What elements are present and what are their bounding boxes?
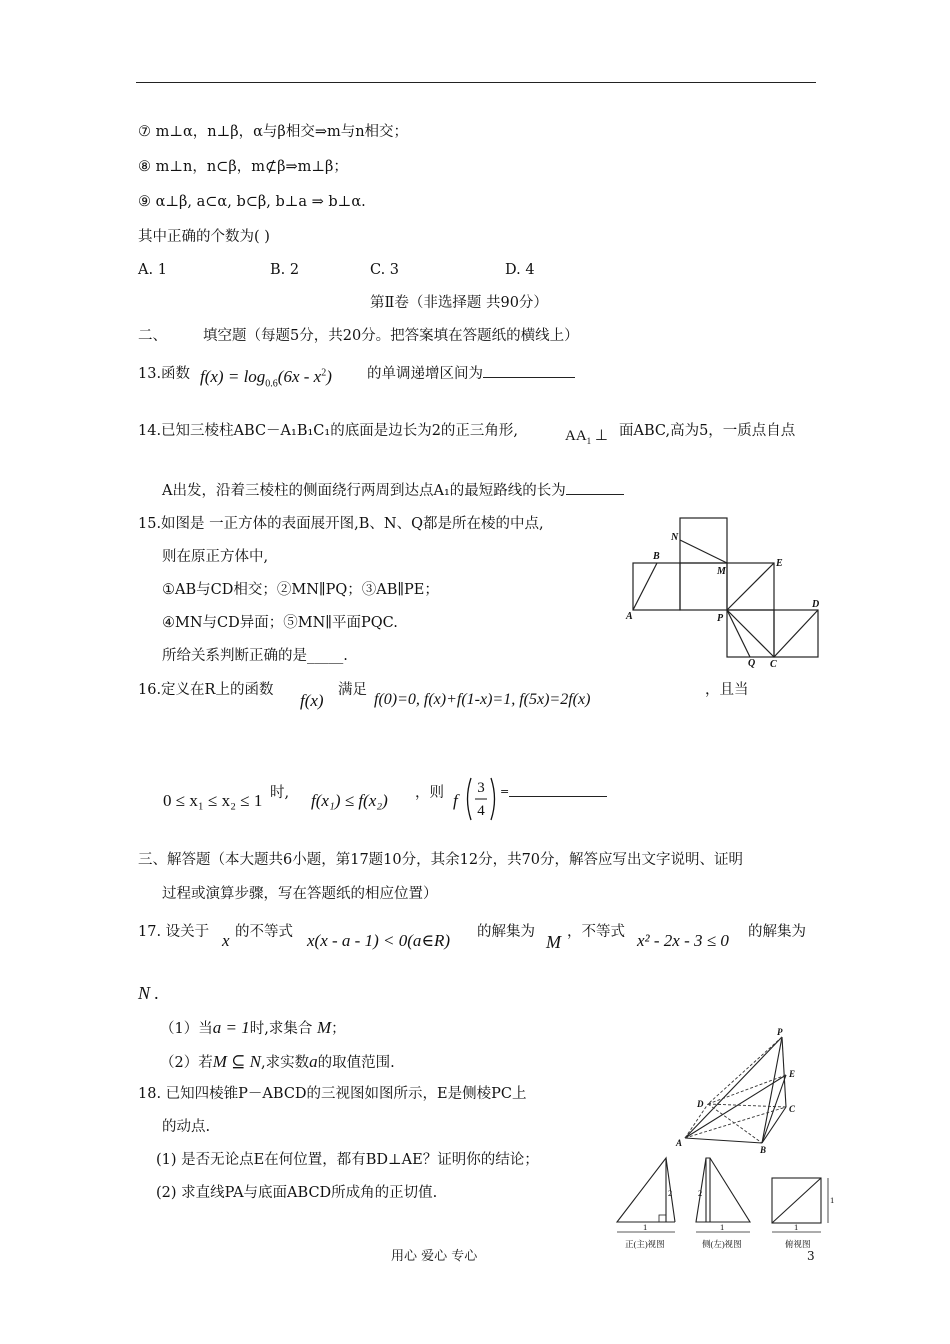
q16-fx: f(x) — [300, 691, 324, 710]
q16-denominator: 4 — [477, 803, 485, 819]
q17-part2-end: 的取值范围. — [317, 1055, 395, 1071]
q16-conditions: f(0)=0, f(x)+f(1-x)=1, f(5x)=2f(x) — [374, 691, 591, 708]
q17-part1-label: （1）当 — [160, 1021, 213, 1037]
q14-line1b: 面ABC,高为5，一质点自点 — [619, 423, 796, 439]
q18-line1: 18. 已知四棱锥P－ABCD的三视图如图所示，E是侧棱PC上 — [138, 1086, 527, 1102]
q16-and-when: ，且当 — [705, 682, 749, 698]
q14-sub: 1 — [586, 436, 592, 446]
q14-aa1 — [565, 429, 608, 446]
net-label-q: Q — [748, 658, 756, 669]
side-view-shape — [696, 1158, 750, 1222]
net-label-n: N — [671, 532, 679, 543]
q13-log-base: 0.6 — [265, 378, 278, 390]
edge-dc — [708, 1104, 786, 1107]
q17-set-n: N . — [138, 983, 160, 1003]
net-edge-ab — [633, 563, 657, 610]
part-two-title: 第Ⅱ卷（非选择题 共90分） — [370, 295, 548, 311]
q16-then: ，则 — [415, 785, 444, 801]
q17-part2-cond: M ⊆ N — [212, 1052, 261, 1071]
q16-f: f — [453, 791, 458, 810]
q17-part2-ask: ,求实数 — [260, 1055, 310, 1071]
side-view-caption: 侧(左)视图 — [702, 1239, 742, 1249]
q15-line3: ①AB与CD相交；②MN∥PQ；③AB∥PE； — [162, 582, 439, 598]
front-dim-1: 1 — [643, 1222, 648, 1232]
q14-line1: 14.已知三棱柱ABC－A₁B₁C₁的底面是边长为2的正三角形, — [138, 423, 519, 439]
section-three-heading-cont: 过程或演算步骤，写在答题纸的相应位置） — [162, 886, 438, 902]
q16-equals: = — [500, 785, 510, 798]
q17-part1 — [160, 1019, 346, 1037]
front-view-triangle — [617, 1158, 666, 1222]
three-views-figure — [610, 1150, 840, 1255]
top-dim-side-1: 1 — [830, 1195, 835, 1205]
pyr-label-b: B — [760, 1145, 767, 1155]
net-face-top — [680, 518, 727, 563]
q16-intro: 16.定义在R上的函数 — [138, 682, 274, 698]
q14-answer-blank[interactable] — [566, 494, 624, 495]
net-edge-dc — [774, 610, 818, 657]
q16-fraction — [463, 776, 499, 822]
q17-part1-m: M — [316, 1018, 332, 1037]
q14-aa: AA — [565, 428, 587, 444]
statement-8: ⑧ m⊥n，n⊂β，m⊄β⇒m⊥β； — [138, 159, 348, 175]
q16-answer-blank[interactable] — [509, 796, 607, 797]
q15-line5: 所给关系判断正确的是_____. — [162, 648, 348, 664]
q15-line4: ④MN与CD异面；⑤MN∥平面PQC. — [162, 615, 398, 631]
q17-part1-cond: a = 1 — [212, 1018, 250, 1037]
front-dim-2: 2 — [668, 1188, 673, 1198]
net-edge-nm — [680, 540, 727, 563]
q17-part1-end: ； — [331, 1021, 346, 1037]
net-label-c: C — [770, 659, 777, 670]
statement-9: ⑨ α⊥β, a⊂α, b⊂β, b⊥a ⇒ b⊥α. — [138, 194, 366, 210]
net-label-e: E — [776, 558, 783, 569]
q16-monotone: f(x₁) ≤ f(x₂) — [311, 791, 388, 810]
pyr-label-c: C — [789, 1104, 796, 1114]
pyr-label-e: E — [789, 1069, 796, 1079]
net-label-d: D — [812, 599, 820, 610]
net-label-m: M — [717, 566, 726, 577]
footer-motto: 用心 爱心 专心 — [391, 1249, 478, 1264]
q18-line2: 的动点. — [162, 1119, 211, 1135]
option-d: D. 4 — [505, 262, 535, 278]
q16-satisfies: 满足 — [338, 682, 367, 698]
q13-question: 的单调递增区间为 — [367, 366, 483, 382]
q17-solution-label-2: 的解集为 — [748, 924, 806, 940]
net-label-a: A — [626, 611, 633, 622]
q13-close: ) — [326, 367, 332, 386]
top-view-diagonal — [772, 1178, 821, 1223]
q18-part1: (1) 是否无论点E在何位置，都有BD⊥AE？证明你的结论； — [156, 1152, 539, 1168]
q13-intro: 13.函数 — [138, 366, 191, 382]
q17-part2-label: （2）若 — [160, 1055, 213, 1071]
q13-log: f(x) = log — [200, 367, 266, 386]
net-edge-pe — [727, 563, 774, 610]
q16-answer — [500, 786, 607, 801]
side-dim-1: 1 — [720, 1222, 725, 1232]
q16-numerator: 3 — [477, 780, 485, 796]
q17-set-m: M — [546, 932, 561, 952]
q17-intro: 17. 设关于 — [138, 924, 210, 940]
q17-inequality: x(x - a - 1) < 0(a∈R) — [307, 931, 450, 950]
q18-part2: (2) 求直线PA与底面ABCD所成角的正切值. — [156, 1185, 438, 1201]
edge-ab — [685, 1138, 762, 1143]
top-dim-1: 1 — [794, 1222, 799, 1232]
q13-arg: (6x - x — [277, 367, 322, 386]
q14-line2 — [162, 484, 624, 499]
pyr-label-a: A — [676, 1138, 683, 1148]
section-two-heading: 填空题（每题5分，共20分。把答案填在答题纸的横线上） — [203, 328, 579, 344]
net-face-left — [633, 563, 680, 610]
q13-exp: 2 — [321, 367, 327, 379]
edge-ad — [685, 1104, 708, 1138]
option-b: B. 2 — [270, 262, 300, 278]
edge-pc — [782, 1037, 786, 1107]
q13-answer-blank[interactable] — [483, 377, 575, 378]
q15-line1: 15.如图是 一正方体的表面展开图,B、N、Q都是所在棱的中点, — [138, 516, 544, 532]
net-edge-pc — [727, 610, 774, 657]
q17-ineq-label: 的不等式 — [235, 924, 293, 940]
question-prompt: 其中正确的个数为( ) — [138, 229, 270, 245]
q17-ineq2-label: ，不等式 — [567, 924, 625, 940]
option-a: A. 1 — [138, 262, 167, 278]
section-two-number: 二、 — [138, 328, 167, 344]
top-view-caption: 俯视图 — [785, 1239, 811, 1249]
q13-text — [367, 367, 575, 382]
cube-net-figure — [620, 510, 830, 675]
option-c: C. 3 — [370, 262, 400, 278]
q13-function — [200, 368, 332, 389]
q17-solution-label: 的解集为 — [477, 924, 535, 940]
side-dim-2: 2 — [698, 1188, 703, 1198]
q17-part2-a: a — [309, 1052, 318, 1071]
edge-bd — [708, 1104, 762, 1143]
q17-part2 — [160, 1053, 395, 1071]
front-view-caption: 正(主)视图 — [625, 1239, 665, 1249]
section-three-heading: 三、解答题（本大题共6小题，第17题10分，其余12分，共70分，解答应写出文字说明、证明 — [138, 852, 744, 868]
q17-x: x — [222, 931, 230, 950]
pyr-label-d: D — [697, 1099, 704, 1109]
page-number: 3 — [807, 1249, 815, 1263]
net-label-p: P — [717, 613, 724, 624]
q17-inequality-2: x² - 2x - 3 ≤ 0 — [637, 931, 729, 950]
q14-question: A出发，沿着三棱柱的侧面绕行两周到达点A₁的最短路线的长为 — [162, 483, 566, 499]
net-edge-pq — [727, 610, 750, 657]
statement-7: ⑦ m⊥α，n⊥β，α与β相交⇒m与n相交； — [138, 124, 409, 140]
q16-when: 时, — [270, 785, 290, 801]
header-rule — [136, 82, 816, 83]
q15-line2: 则在原正方体中, — [162, 549, 269, 565]
net-label-b: B — [653, 551, 660, 562]
edge-be — [762, 1075, 786, 1143]
q14-perp: ⊥ — [594, 428, 608, 444]
front-right-angle — [659, 1215, 666, 1222]
q17-part1-ask: 时,求集合 — [249, 1021, 313, 1037]
q16-range: 0 ≤ x₁ ≤ x₂ ≤ 1 — [163, 791, 263, 810]
pyr-label-p: P — [777, 1027, 783, 1037]
pyramid-figure — [660, 1025, 810, 1155]
